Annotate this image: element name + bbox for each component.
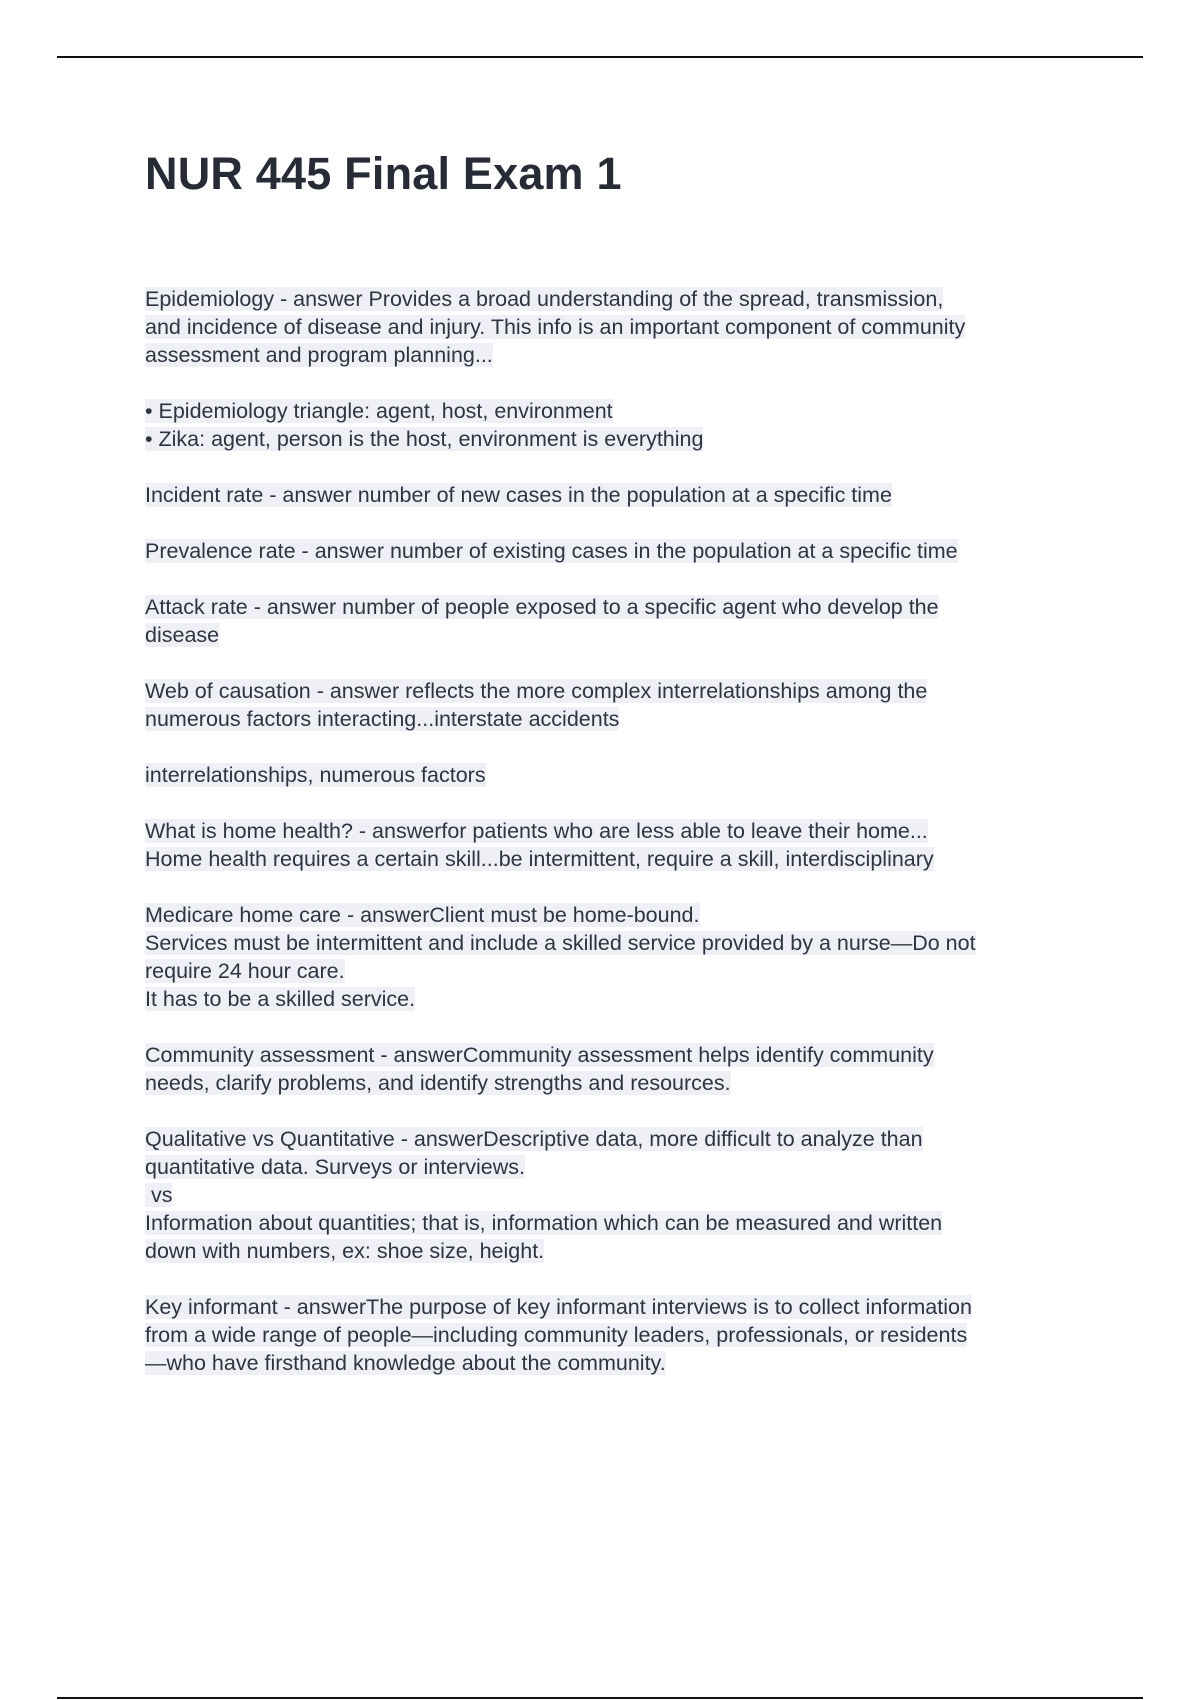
text-line-content: Home health requires a certain skill...be intermittent, require a skill, interdisciplinary (145, 847, 934, 871)
text-line (145, 1069, 1085, 1097)
text-line-content: • Zika: agent, person is the host, environment is everything (145, 427, 704, 451)
text-line-content: What is home health? - answerfor patients who are less able to leave their home... (145, 819, 928, 843)
text-line-content: Incident rate - answer number of new cases in the population at a specific time (145, 483, 892, 507)
text-line (145, 593, 1085, 621)
answer-block (145, 1125, 1085, 1265)
text-line-content: Attack rate - answer number of people exposed to a specific agent who develop the (145, 595, 939, 619)
text-line (145, 425, 1085, 453)
answer-block (145, 537, 1085, 565)
text-line-content: Information about quantities; that is, information which can be measured and written (145, 1211, 943, 1235)
answer-block (145, 481, 1085, 509)
answer-block (145, 761, 1085, 789)
document-body (145, 140, 1085, 1405)
text-line-content: Qualitative vs Quantitative - answerDescriptive data, more difficult to analyze than (145, 1127, 923, 1151)
bottom-rule (57, 1697, 1143, 1699)
page-title: NUR 445 Final Exam 1 (145, 148, 622, 199)
text-line (145, 929, 1085, 957)
text-line (145, 761, 1085, 789)
answer-block (145, 901, 1085, 1013)
text-line-content: down with numbers, ex: shoe size, height. (145, 1239, 545, 1263)
text-line (145, 1349, 1085, 1377)
text-line (145, 1181, 1085, 1209)
text-line-content: assessment and program planning... (145, 343, 493, 367)
text-line-content: vs (145, 1183, 173, 1207)
text-line-content: require 24 hour care. (145, 959, 345, 983)
text-line-content: interrelationships, numerous factors (145, 763, 486, 787)
text-line (145, 481, 1085, 509)
text-line (145, 397, 1085, 425)
text-line-content: It has to be a skilled service. (145, 987, 416, 1011)
answer-list (145, 285, 1085, 1377)
text-line-content: Services must be intermittent and include a skilled service provided by a nurse—Do not (145, 931, 976, 955)
text-line (145, 845, 1085, 873)
text-line (145, 537, 1085, 565)
text-line (145, 1321, 1085, 1349)
text-line-content: quantitative data. Surveys or interviews. (145, 1155, 526, 1179)
text-line-content: disease (145, 623, 220, 647)
text-line-content: and incidence of disease and injury. This info is an important component of community (145, 315, 966, 339)
text-line (145, 1209, 1085, 1237)
text-line-content: Web of causation - answer reflects the more complex interrelationships among the (145, 679, 928, 703)
text-line-content: • Epidemiology triangle: agent, host, environment (145, 399, 613, 423)
text-line (145, 1293, 1085, 1321)
text-line-content: —who have firsthand knowledge about the community. (145, 1351, 666, 1375)
text-line (145, 901, 1085, 929)
text-line (145, 313, 1085, 341)
answer-block (145, 677, 1085, 733)
text-line-content: Prevalence rate - answer number of existing cases in the population at a specific time (145, 539, 958, 563)
text-line (145, 285, 1085, 313)
text-line-content: Medicare home care - answerClient must be home-bound. (145, 903, 700, 927)
text-line (145, 957, 1085, 985)
text-line (145, 1237, 1085, 1265)
text-line (145, 341, 1085, 369)
text-line-content: Epidemiology - answer Provides a broad understanding of the spread, transmission, (145, 287, 944, 311)
answer-block (145, 1293, 1085, 1377)
answer-block (145, 1041, 1085, 1097)
text-line (145, 1041, 1085, 1069)
text-line (145, 1125, 1085, 1153)
text-line-content: Key informant - answerThe purpose of key informant interviews is to collect information (145, 1295, 972, 1319)
text-line-content: Community assessment - answerCommunity assessment helps identify community (145, 1043, 934, 1067)
text-line (145, 621, 1085, 649)
text-line (145, 705, 1085, 733)
top-rule (57, 56, 1143, 58)
text-line (145, 985, 1085, 1013)
text-line (145, 677, 1085, 705)
text-line-content: from a wide range of people—including community leaders, professionals, or residents (145, 1323, 968, 1347)
answer-block (145, 285, 1085, 369)
text-line-content: numerous factors interacting...interstate accidents (145, 707, 620, 731)
answer-block (145, 817, 1085, 873)
text-line (145, 817, 1085, 845)
answer-block (145, 397, 1085, 453)
text-line (145, 1153, 1085, 1181)
text-line-content: needs, clarify problems, and identify strengths and resources. (145, 1071, 731, 1095)
answer-block (145, 593, 1085, 649)
